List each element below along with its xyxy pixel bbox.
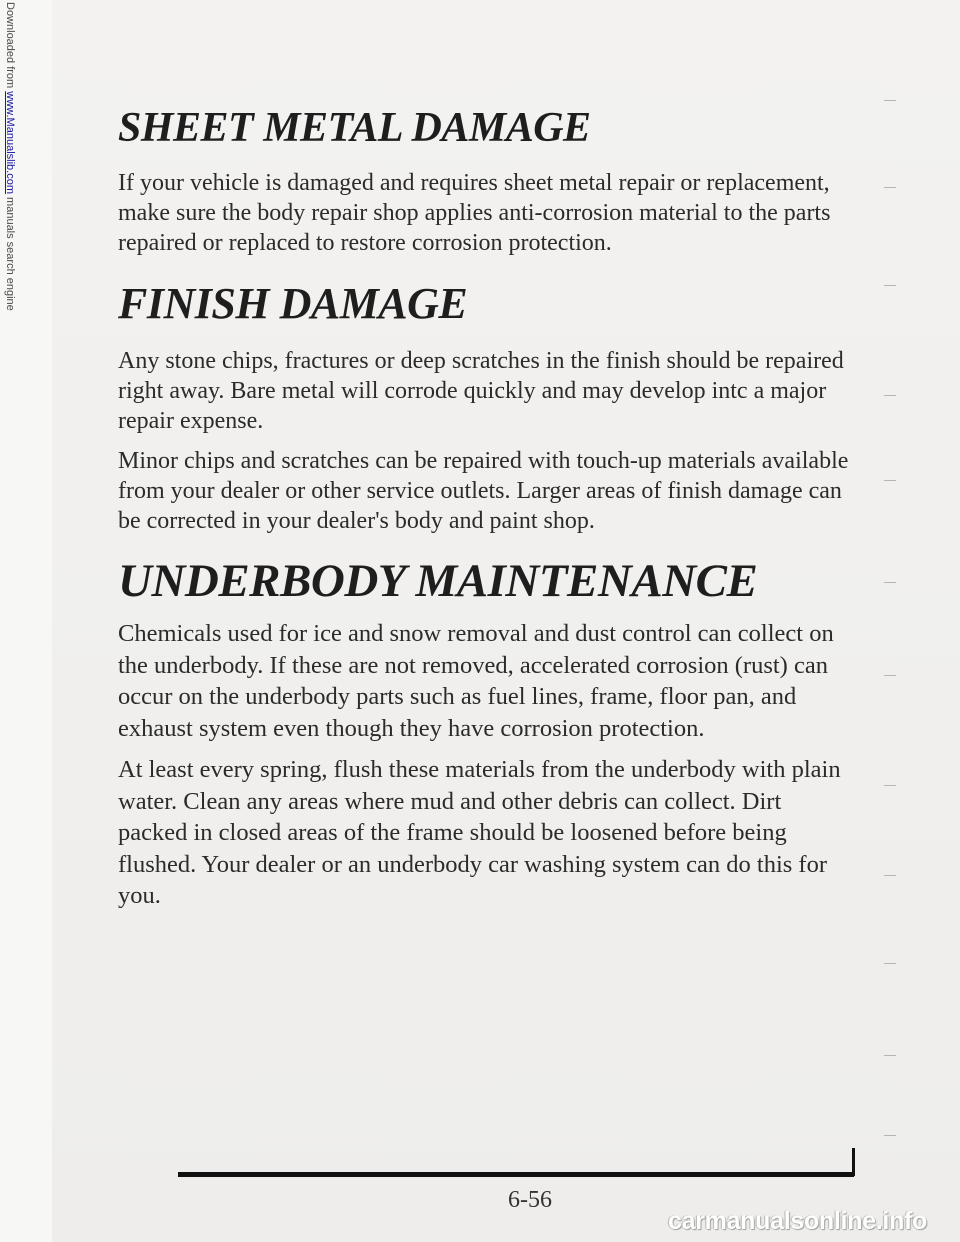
footer-rule — [178, 1172, 854, 1177]
manualslib-link[interactable]: www.Manualslib.com — [4, 91, 16, 194]
paragraph-sheet-metal: If your vehicle is damaged and requires sheet metal repair or replacement, make sure the body repair shop applies anti-corrosion material to the parts repaired or replaced to restore corrosion protection. — [118, 170, 831, 256]
heading-underbody-maintenance: UNDERBODY MAINTENANCE — [118, 555, 758, 607]
paragraph-finish-2: Minor chips and scratches can be repaired with touch-up materials available from your dealer or other service outlets. Larger areas of finish damage can be corrected in your dealer's body and paint shop. — [118, 448, 849, 534]
scan-edge-marks — [884, 95, 914, 1195]
watermark-logo: carmanualsonline.info — [668, 1207, 928, 1235]
footer-rule-end-tick — [852, 1148, 855, 1176]
paragraph-underbody-2: At least every spring, flush these materials from the underbody with plain water. Clean any areas where mud and other debris can collect. Dirt packed in closed areas of the frame should be loosened before being flushed. Your dealer or an underbody car washing system can do this for you. — [118, 756, 841, 909]
download-note-prefix: Downloaded from — [4, 2, 16, 89]
page-number: 6-56 — [508, 1187, 552, 1213]
download-source-note — [0, 2, 16, 622]
heading-sheet-metal-damage: SHEET METAL DAMAGE — [118, 105, 591, 151]
paragraph-finish-1: Any stone chips, fractures or deep scratches in the finish should be repaired right away. Bare metal will corrode quickly and may develop intc a major repair expense. — [118, 348, 844, 434]
download-note-suffix: manuals search engine — [4, 197, 16, 311]
page-content — [118, 98, 850, 912]
heading-finish-damage: FINISH DAMAGE — [118, 279, 468, 328]
paragraph-underbody-1: Chemicals used for ice and snow removal and dust control can collect on the underbody. If these are not removed, accelerated corrosion (rust) can occur on the underbody parts such as fuel lines, frame, floor pan, and exhaust system even though they have corrosion protection. — [118, 620, 834, 742]
